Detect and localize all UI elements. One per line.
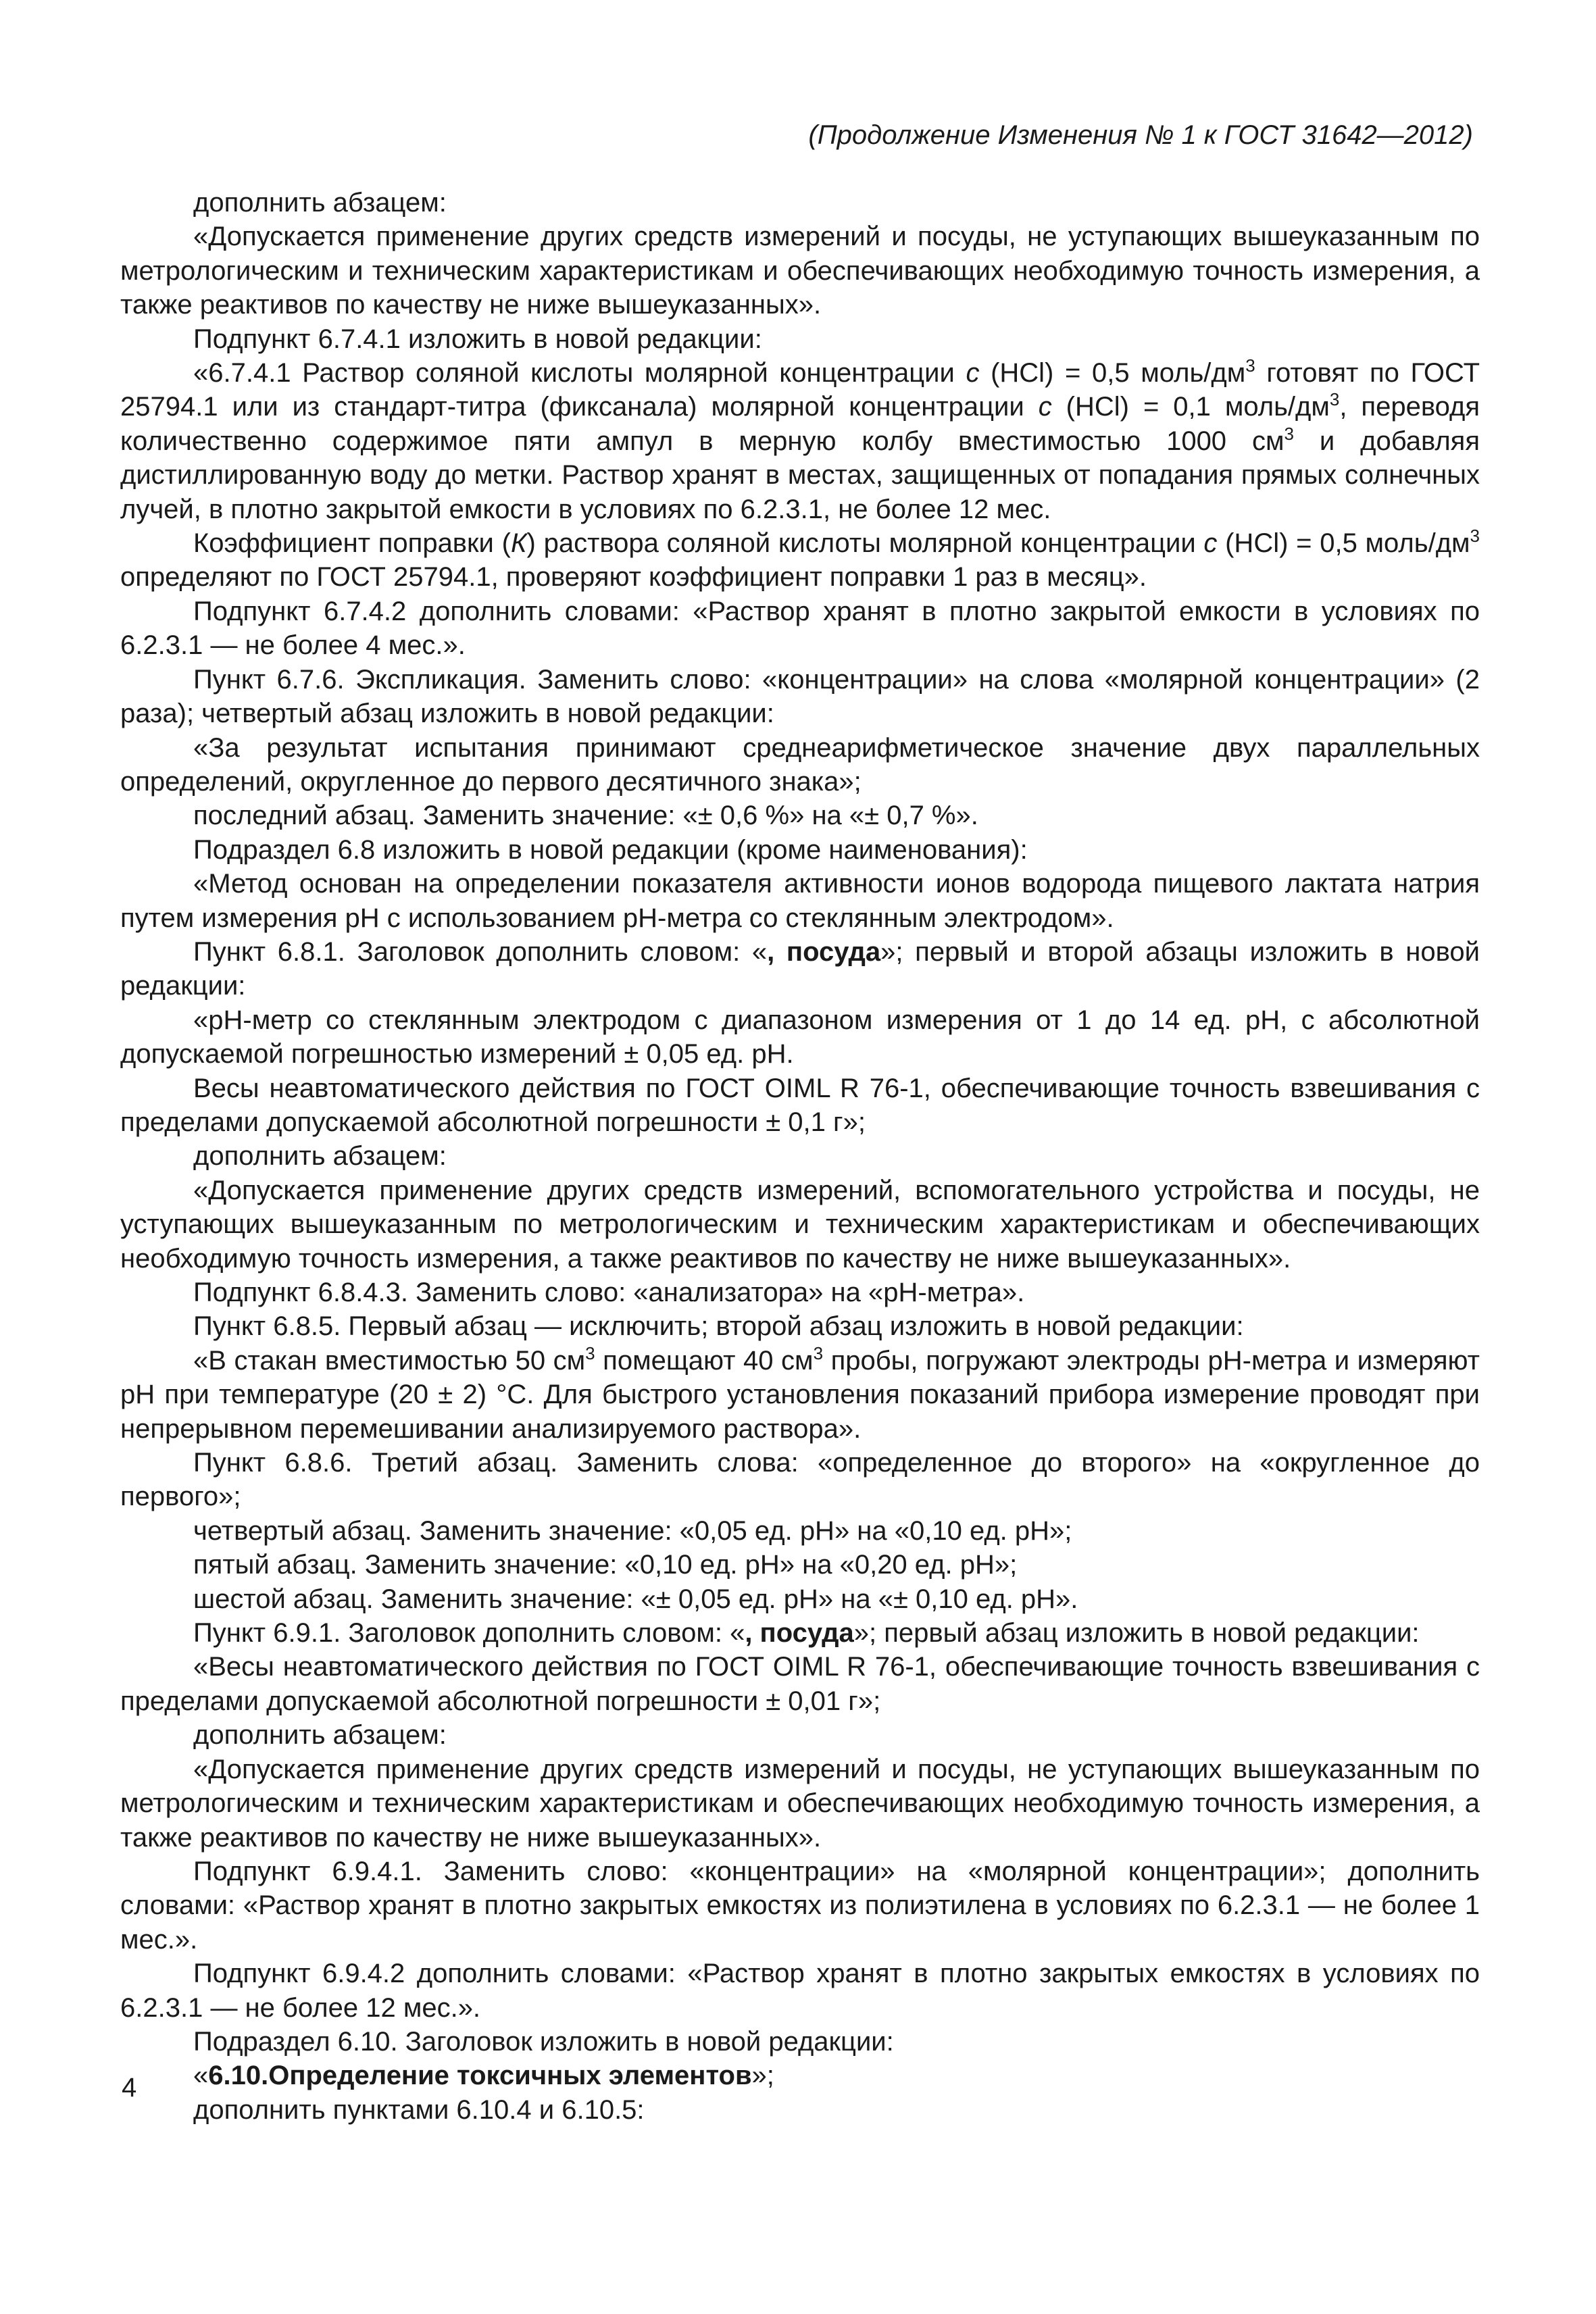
document-body [120,186,1480,2127]
paragraph: Пункт 6.7.6. Экспликация. Заменить слово: «концентрации» на слова «молярной концентрации» (2 раза); четвертый абзац изложить в новой редакции: [120,664,1480,729]
text-run: (HCl) = 0,5 моль/дм [1217,528,1470,559]
paragraph: последний абзац. Заменить значение: «± 0,6 %» на «± 0,7 %». [193,801,978,831]
page-header: (Продолжение Изменения № 1 к ГОСТ 31642—2012) [808,120,1473,150]
text-run: определяют по ГОСТ 25794.1, проверяют коэффициент поправки 1 раз в месяц». [120,562,1147,593]
paragraph: «Допускается применение других средств измерений и посуды, не уступающих вышеуказанным по метрологическим и техническим характеристикам и обеспечивающих необходимую точность измерения, а также реактивов по качеству не ниже вышеуказанных». [120,222,1480,320]
paragraph: дополнить абзацем: [193,1720,447,1751]
bold-text: , посуда [745,1618,854,1649]
superscript: 3 [1470,526,1480,547]
text-run: Пункт 6.9.1. Заголовок дополнить словом: « [193,1618,745,1649]
paragraph [120,356,1480,526]
text-run: « [193,2061,209,2091]
italic-text: с [1203,528,1218,559]
text-run: помещают 40 см [595,1345,814,1376]
text-run: »; первый и второй абзацы изложить в новой редакции: [120,936,1480,1001]
text-run: (HCl) = 0,5 моль/дм [979,358,1246,388]
paragraph: «Весы неавтоматического действия по ГОСТ OIML R 76-1, обеспечивающие точность взвешивания с пределами допускаемой абсолютной погрешности ± 0,01 г»; [120,1652,1480,1716]
superscript: 3 [1284,423,1294,444]
text-run: пробы, погружают электроды рН-метра и измеряют рН при температуре (20 ± 2) °С. Для быстрого установления показаний прибора измерение проводят при непрерывном перемешивании анализируемого раствора». [120,1345,1480,1444]
paragraph: дополнить пунктами 6.10.4 и 6.10.5: [193,2094,645,2125]
paragraph: Подраздел 6.8 изложить в новой редакции (кроме наименования): [193,834,1028,865]
superscript: 3 [1245,355,1255,376]
paragraph: Подраздел 6.10. Заголовок изложить в новой редакции: [193,2026,894,2057]
bold-text: 6.10.Определение токсичных элементов [208,2061,752,2091]
superscript: 3 [1329,389,1340,410]
paragraph: «Допускается применение других средств измерений, вспомогательного устройства и посуды, не уступающих вышеуказанным по метрологическим и техническим характеристикам и обеспечивающих необходимую точность измерения, а также реактивов по качеству не ниже вышеуказанных». [120,1175,1480,1274]
paragraph: «Допускается применение других средств измерений и посуды, не уступающих вышеуказанным по метрологическим и техническим характеристикам и обеспечивающих необходимую точность измерения, а также реактивов по качеству не ниже вышеуказанных». [120,1754,1480,1853]
paragraph: Подпункт 6.7.4.2 дополнить словами: «Раствор хранят в плотно закрытой емкости в условиях по 6.2.3.1 — не более 4 мес.». [120,596,1480,661]
page-number: 4 [122,2073,137,2103]
text-run: готовят по ГОСТ 25794.1 или из стандарт-титра (фиксанала) молярной концентрации [120,358,1480,422]
text-run: Коэффициент поправки ( [193,528,511,559]
text-run: ) раствора соляной кислоты молярной концентрации [526,528,1204,559]
text-run: «В стакан вместимостью 50 см [193,1345,586,1376]
paragraph: «За результат испытания принимают среднеарифметическое значение двух параллельных определений, округленное до первого десятичного знака»; [120,732,1480,797]
paragraph: дополнить абзацем: [193,1141,447,1172]
paragraph: Подпункт 6.8.4.3. Заменить слово: «анализатора» на «рН-метра». [193,1278,1025,1307]
text-run: , переводя количественно содержимое пяти ампул в мерную колбу вместимостью 1000 см [120,392,1480,456]
paragraph: шестой абзац. Заменить значение: «± 0,05 ед. рН» на «± 0,10 ед. рН». [193,1584,1078,1614]
text-run: »; первый абзац изложить в новой редакции: [853,1618,1420,1649]
paragraph: Подпункт 6.9.4.2 дополнить словами: «Раствор хранят в плотно закрытых емкостях в условиях по 6.2.3.1 — не более 12 мес.». [120,1959,1480,2023]
paragraph: Пункт 6.8.5. Первый абзац — исключить; второй абзац изложить в новой редакции: [193,1311,1244,1342]
paragraph: Пункт 6.8.6. Третий абзац. Заменить слова: «определенное до второго» на «округленное до первого»; [120,1448,1480,1512]
paragraph: дополнить абзацем: [193,188,447,218]
italic-text: К [510,528,527,559]
paragraph [120,2059,1480,2092]
italic-text: с [1038,392,1052,422]
text-run: Пункт 6.8.1. Заголовок дополнить словом: « [193,936,768,967]
superscript: 3 [813,1342,824,1363]
paragraph [120,935,1480,1003]
paragraph [120,526,1480,595]
text-run: и добавляя дистиллированную воду до метки. Раствор хранят в местах, защищенных от попадания прямых солнечных лучей, в плотно закрытой емкости в условиях по 6.2.3.1, не более 12 мес. [120,426,1480,524]
paragraph: пятый абзац. Заменить значение: «0,10 ед. рН» на «0,20 ед. рН»; [193,1550,1018,1580]
paragraph: «Метод основан на определении показателя активности ионов водорода пищевого лактата натрия путем измерения рН с использованием рН-метра со стеклянным электродом». [120,869,1480,933]
paragraph: четвертый абзац. Заменить значение: «0,05 ед. рН» на «0,10 ед. рН»; [193,1515,1072,1546]
italic-text: с [966,358,980,388]
paragraph: Весы неавтоматического действия по ГОСТ OIML R 76-1, обеспечивающие точность взвешивания с пределами допускаемой абсолютной погрешности ± 0,1 г»; [120,1073,1480,1137]
text-run: »; [751,2061,774,2091]
superscript: 3 [585,1342,595,1363]
paragraph: Подпункт 6.9.4.1. Заменить слово: «концентрации» на «молярной концентрации»; дополнить словами: «Раствор хранят в плотно закрытых емкостях из полиэтилена в условиях по 6.2.3.1 — не более 1 мес.». [120,1856,1480,1955]
paragraph [120,1344,1480,1446]
paragraph: Подпункт 6.7.4.1 изложить в новой редакции: [193,324,762,354]
text-run: (HCl) = 0,1 моль/дм [1051,392,1330,422]
paragraph [120,1616,1480,1650]
paragraph: «рН-метр со стеклянным электродом с диапазоном измерения от 1 до 14 ед. рН, с абсолютной допускаемой погрешностью измерений ± 0,05 ед. рН. [120,1005,1480,1070]
bold-text: , посуда [767,936,881,967]
text-run: «6.7.4.1 Раствор соляной кислоты молярной концентрации [193,358,966,388]
